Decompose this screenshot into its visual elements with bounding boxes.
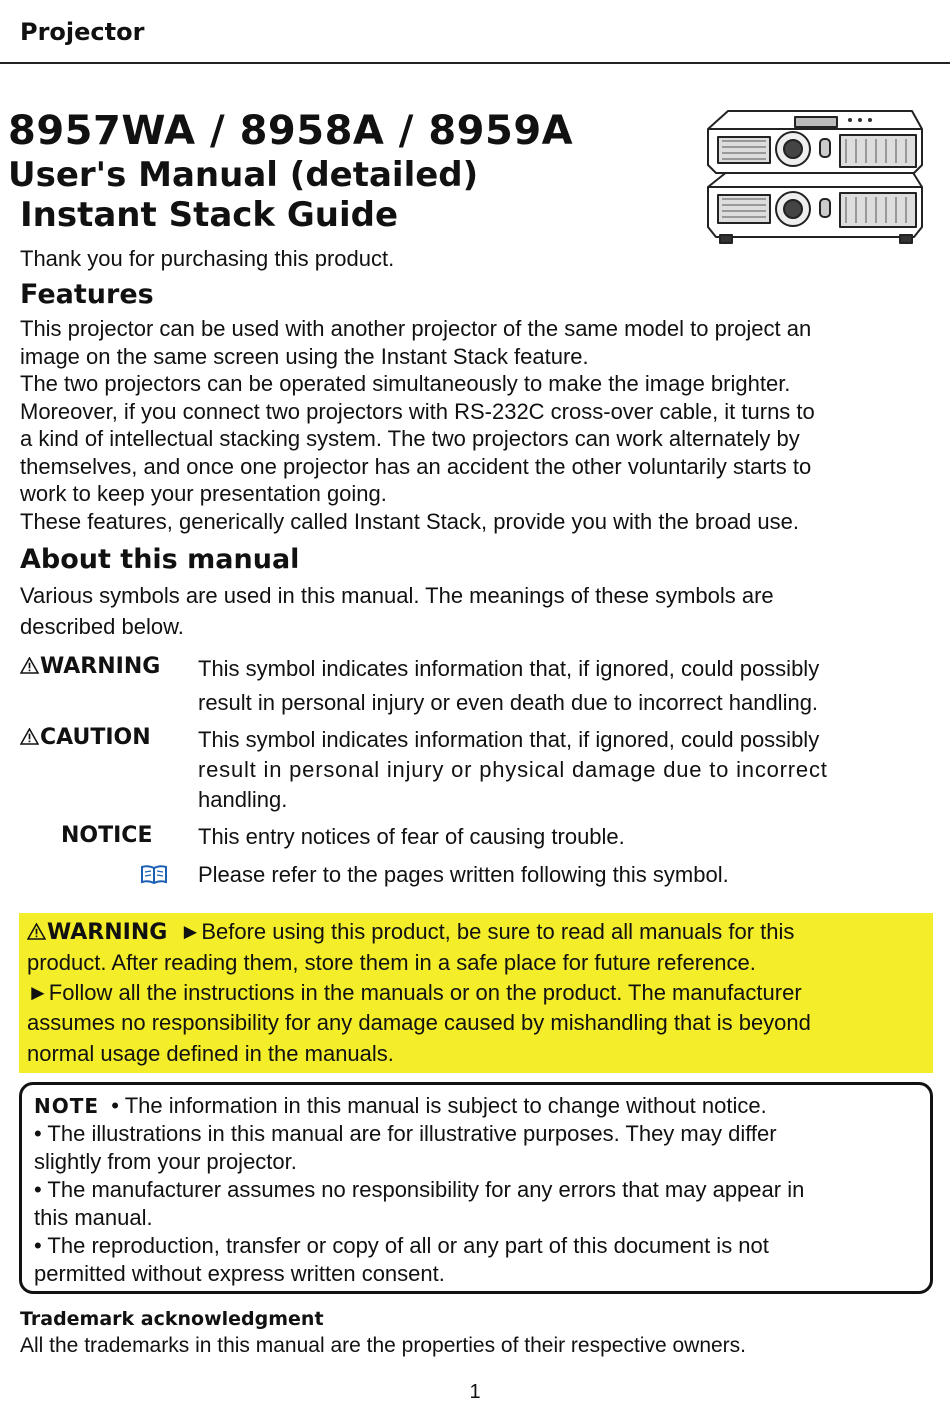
caution-symbol-desc: result in personal injury or physical damage due to incorrect [198,757,828,782]
trademark-text: All the trademarks in this manual are the properties of their respective owners. [20,1334,747,1357]
intro-text: Thank you for purchasing this product. [20,246,395,271]
features-line: Moreover, if you connect two projectors with RS-232C cross-over cable, it turns to [20,398,815,424]
note-box-line: NOTE • The information in this manual is subject to change without notice. [34,1093,767,1118]
warning-symbol-label: WARNING [20,654,160,679]
features-line: The two projectors can be operated simultaneously to make the image brighter. [20,371,791,396]
features-line: work to keep your presentation going. [20,481,387,506]
stacked-projectors-illustration [700,95,930,255]
warning-symbol-desc: result in personal injury or even death due to incorrect handling. [198,690,819,715]
warning-box-line: assumes no responsibility for any damage caused by mishandling that is beyond [27,1010,811,1035]
warning-box-line: WARNING ►Before using this product, be sure to read all manuals for this [27,917,794,948]
notice-symbol-label: NOTICE [61,823,153,848]
caution-symbol-desc: handling. [198,787,288,812]
warning-box-line: ►Follow all the instructions in the manuals or on the product. The manufacturer [27,980,802,1005]
features-line: image on the same screen using the Instant Stack feature. [20,343,589,369]
book-icon [140,864,168,884]
features-line: a kind of intellectual stacking system. The two projectors can work alternately by [20,426,800,451]
caution-symbol-label: CAUTION [20,725,151,750]
note-box-line: • The illustrations in this manual are for illustrative purposes. They may differ [34,1121,777,1146]
note-box-line: • The manufacturer assumes no responsibility for any errors that may appear in [34,1177,805,1202]
book-symbol-desc: Please refer to the pages written following this symbol. [198,862,729,887]
header-rule [0,62,950,64]
about-line: Various symbols are used in this manual. The meanings of these symbols are [20,583,774,608]
warning-box-label: WARNING [47,920,168,945]
about-line: described below. [20,614,184,639]
features-line: These features, generically called Instant Stack, provide you with the broad use. [20,508,799,534]
caution-symbol-desc: This symbol indicates information that, if ignored, could possibly [198,727,820,752]
note-box-label: NOTE [34,1094,100,1118]
note-box [19,1082,933,1294]
note-box-line: slightly from your projector. [34,1149,297,1174]
warning-triangle-icon [27,923,46,940]
manual-title: User's Manual (detailed) [8,155,479,195]
features-heading: Features [20,279,154,310]
features-line: This projector can be used with another projector of the same model to project an [20,316,812,341]
warning-triangle-icon [20,657,39,674]
about-heading: About this manual [20,544,300,575]
note-box-line: • The reproduction, transfer or copy of all or any part of this document is not [34,1233,769,1258]
warning-box-line: normal usage defined in the manuals. [27,1041,394,1066]
note-box-line: permitted without express written consent. [34,1261,445,1286]
trademark-heading: Trademark acknowledgment [20,1308,324,1330]
header-label: Projector [20,18,145,46]
note-box-line: this manual. [34,1205,153,1230]
notice-symbol-desc: This entry notices of fear of causing trouble. [198,824,625,849]
manual-subtitle: Instant Stack Guide [20,195,399,235]
warning-symbol-desc: This symbol indicates information that, if ignored, could possibly [198,656,820,681]
features-line: themselves, and once one projector has an accident the other voluntarily starts to [20,453,812,479]
page-number: 1 [469,1381,481,1402]
warning-box [19,913,933,1073]
caution-triangle-icon [20,728,39,745]
warning-box-line: product. After reading them, store them in a safe place for future reference. [27,950,756,975]
model-numbers: 8957WA / 8958A / 8959A [8,108,574,154]
